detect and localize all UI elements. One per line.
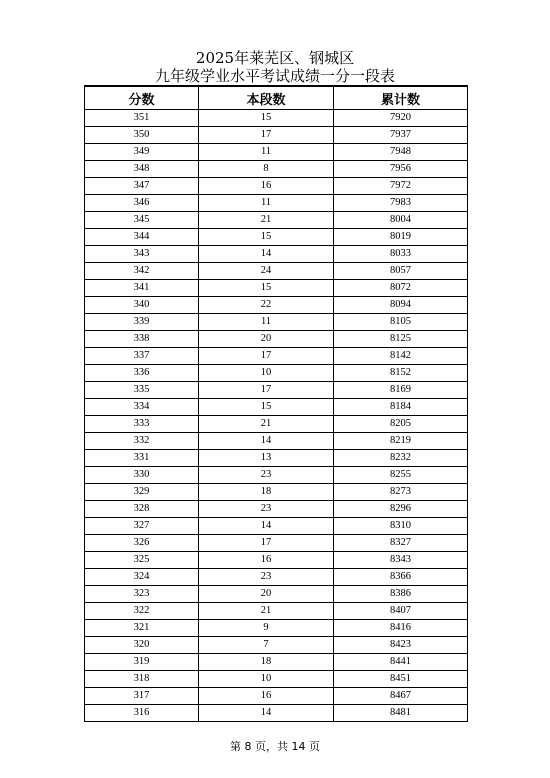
cell-score: 337 [85,348,199,365]
cell-score: 317 [85,688,199,705]
cell-segment-count: 24 [199,263,334,280]
table-row [85,535,468,552]
cell-segment-count: 16 [199,178,334,195]
table-body [85,110,468,722]
cell-score: 329 [85,484,199,501]
table-row [85,637,468,654]
table-row [85,127,468,144]
cell-score: 340 [85,297,199,314]
cell-score: 334 [85,399,199,416]
cell-score: 339 [85,314,199,331]
cell-segment-count: 20 [199,586,334,603]
cell-segment-count: 22 [199,297,334,314]
table-row [85,212,468,229]
cell-segment-count: 11 [199,314,334,331]
cell-segment-count: 10 [199,365,334,382]
cell-segment-count: 10 [199,671,334,688]
table-row [85,314,468,331]
cell-cumulative-count: 8366 [334,569,468,586]
column-header-cumulative-count: 累计数 [334,86,468,110]
cell-score: 349 [85,144,199,161]
table-row [85,382,468,399]
cell-cumulative-count: 8467 [334,688,468,705]
cell-score: 328 [85,501,199,518]
table-row [85,263,468,280]
cell-segment-count: 9 [199,620,334,637]
table-row [85,586,468,603]
cell-cumulative-count: 8219 [334,433,468,450]
cell-cumulative-count: 7937 [334,127,468,144]
page-subtitle: 九年级学业水平考试成绩一分一段表 [154,67,395,85]
table-row [85,620,468,637]
table-row [85,705,468,722]
table-row [85,450,468,467]
cell-cumulative-count: 7972 [334,178,468,195]
cell-segment-count: 8 [199,161,334,178]
table-row [85,178,468,195]
cell-segment-count: 16 [199,688,334,705]
cell-cumulative-count: 8273 [334,484,468,501]
cell-segment-count: 17 [199,127,334,144]
cell-score: 327 [85,518,199,535]
cell-score: 330 [85,467,199,484]
cell-cumulative-count: 8019 [334,229,468,246]
page-footer: 第 8 页，共 14 页 [230,740,320,753]
cell-score: 345 [85,212,199,229]
table-row [85,161,468,178]
cell-segment-count: 18 [199,484,334,501]
cell-score: 338 [85,331,199,348]
cell-cumulative-count: 8416 [334,620,468,637]
table-row [85,569,468,586]
cell-segment-count: 21 [199,416,334,433]
table-row [85,603,468,620]
cell-segment-count: 15 [199,280,334,297]
cell-score: 336 [85,365,199,382]
table-row [85,552,468,569]
table-row [85,654,468,671]
cell-segment-count: 11 [199,144,334,161]
cell-cumulative-count: 8094 [334,297,468,314]
cell-score: 323 [85,586,199,603]
table-row [85,484,468,501]
cell-score: 350 [85,127,199,144]
cell-score: 335 [85,382,199,399]
cell-cumulative-count: 8033 [334,246,468,263]
table-row [85,688,468,705]
cell-cumulative-count: 7948 [334,144,468,161]
cell-segment-count: 17 [199,535,334,552]
cell-cumulative-count: 8441 [334,654,468,671]
cell-cumulative-count: 8386 [334,586,468,603]
cell-cumulative-count: 8072 [334,280,468,297]
cell-score: 319 [85,654,199,671]
table-row [85,246,468,263]
cell-segment-count: 15 [199,110,334,127]
table-row [85,467,468,484]
cell-score: 331 [85,450,199,467]
table-row [85,110,468,127]
cell-cumulative-count: 7983 [334,195,468,212]
cell-segment-count: 14 [199,246,334,263]
column-header-score: 分数 [85,86,199,110]
cell-cumulative-count: 8004 [334,212,468,229]
cell-score: 324 [85,569,199,586]
table-row [85,671,468,688]
table-row [85,399,468,416]
table-row [85,144,468,161]
cell-segment-count: 17 [199,382,334,399]
cell-score: 344 [85,229,199,246]
cell-segment-count: 11 [199,195,334,212]
cell-score: 325 [85,552,199,569]
table-row [85,416,468,433]
cell-segment-count: 14 [199,518,334,535]
cell-segment-count: 20 [199,331,334,348]
cell-segment-count: 14 [199,433,334,450]
cell-score: 351 [85,110,199,127]
cell-cumulative-count: 8105 [334,314,468,331]
cell-cumulative-count: 8481 [334,705,468,722]
cell-segment-count: 23 [199,467,334,484]
cell-score: 346 [85,195,199,212]
cell-segment-count: 23 [199,569,334,586]
table-header-row [85,86,468,110]
cell-score: 318 [85,671,199,688]
cell-segment-count: 21 [199,603,334,620]
cell-cumulative-count: 8423 [334,637,468,654]
cell-segment-count: 17 [199,348,334,365]
cell-score: 348 [85,161,199,178]
cell-cumulative-count: 8407 [334,603,468,620]
cell-score: 343 [85,246,199,263]
table-row [85,348,468,365]
cell-cumulative-count: 8057 [334,263,468,280]
cell-score: 342 [85,263,199,280]
column-header-segment-count: 本段数 [199,86,334,110]
cell-cumulative-count: 7920 [334,110,468,127]
cell-cumulative-count: 8255 [334,467,468,484]
cell-score: 341 [85,280,199,297]
table-row [85,518,468,535]
cell-segment-count: 18 [199,654,334,671]
cell-cumulative-count: 8205 [334,416,468,433]
cell-segment-count: 15 [199,229,334,246]
cell-score: 320 [85,637,199,654]
cell-cumulative-count: 8125 [334,331,468,348]
table-row [85,365,468,382]
page-title: 2025年莱芜区、钢城区 [195,49,355,67]
table-row [85,331,468,348]
score-distribution-table [84,85,468,722]
cell-cumulative-count: 8152 [334,365,468,382]
cell-score: 326 [85,535,199,552]
cell-cumulative-count: 8232 [334,450,468,467]
table-row [85,433,468,450]
table-row [85,280,468,297]
cell-cumulative-count: 8343 [334,552,468,569]
cell-segment-count: 21 [199,212,334,229]
cell-score: 322 [85,603,199,620]
cell-segment-count: 23 [199,501,334,518]
cell-segment-count: 14 [199,705,334,722]
table-row [85,229,468,246]
cell-cumulative-count: 8327 [334,535,468,552]
cell-score: 316 [85,705,199,722]
cell-cumulative-count: 7956 [334,161,468,178]
cell-cumulative-count: 8184 [334,399,468,416]
table-row [85,501,468,518]
cell-score: 347 [85,178,199,195]
cell-segment-count: 15 [199,399,334,416]
table-row [85,195,468,212]
cell-score: 332 [85,433,199,450]
cell-segment-count: 7 [199,637,334,654]
cell-cumulative-count: 8451 [334,671,468,688]
table-row [85,297,468,314]
cell-cumulative-count: 8296 [334,501,468,518]
cell-segment-count: 16 [199,552,334,569]
cell-segment-count: 13 [199,450,334,467]
cell-cumulative-count: 8142 [334,348,468,365]
cell-cumulative-count: 8169 [334,382,468,399]
cell-score: 321 [85,620,199,637]
cell-score: 333 [85,416,199,433]
cell-cumulative-count: 8310 [334,518,468,535]
